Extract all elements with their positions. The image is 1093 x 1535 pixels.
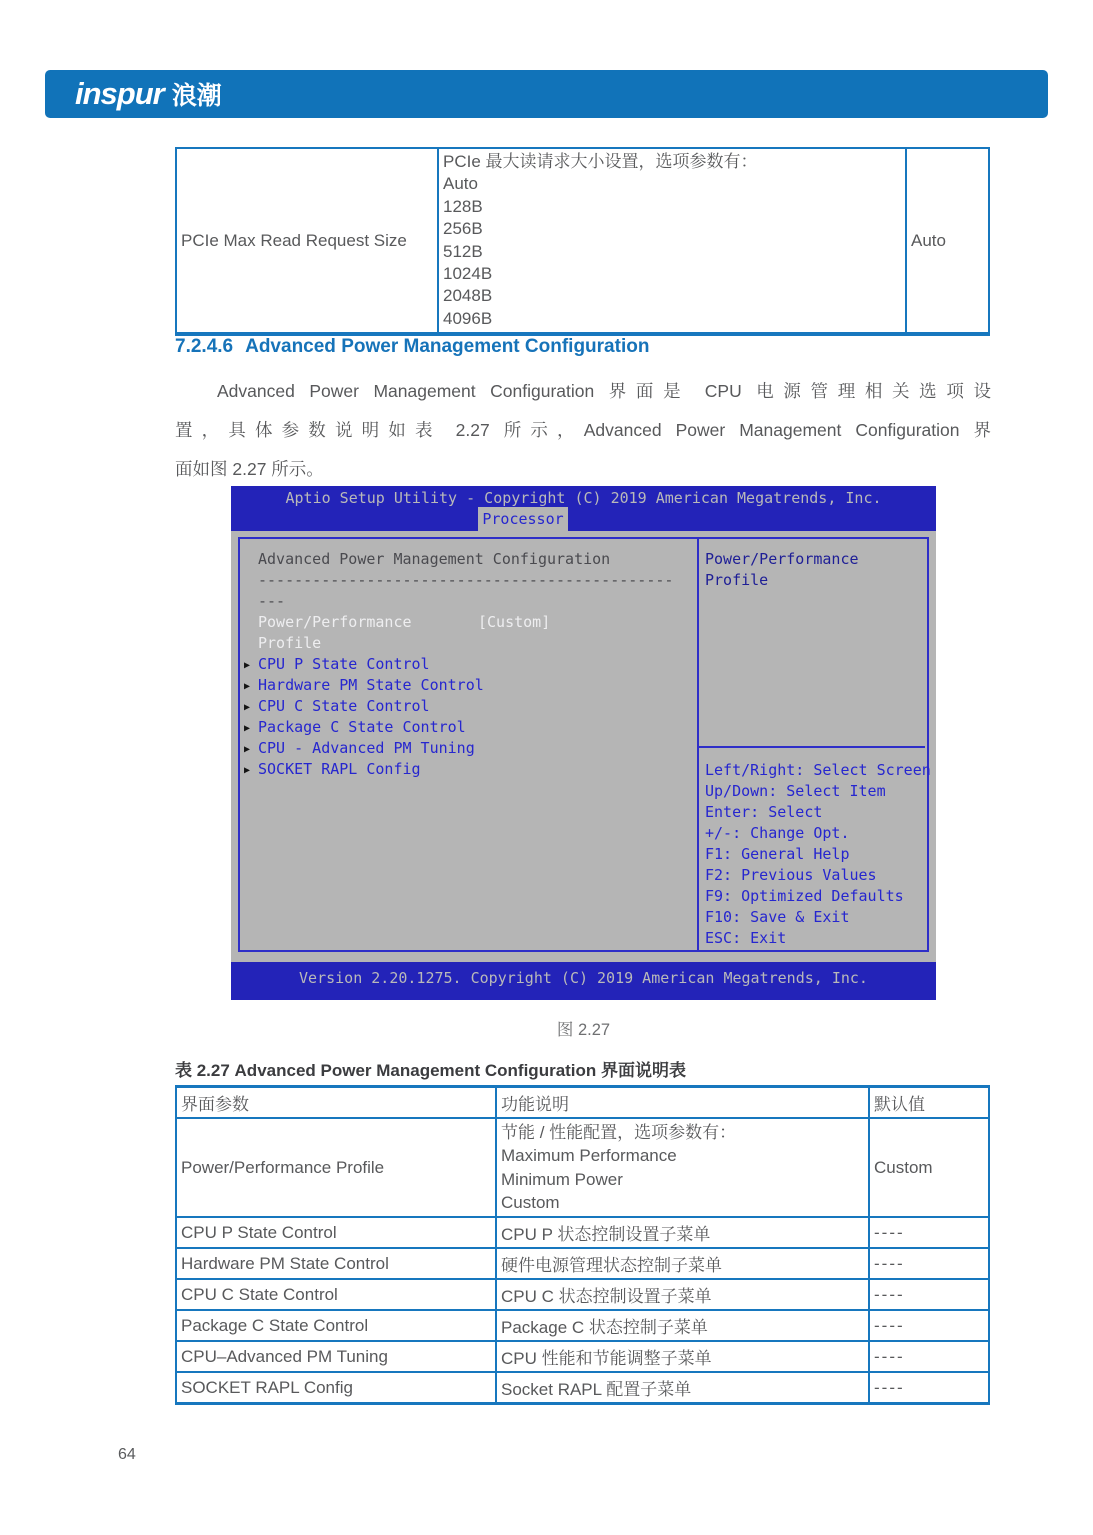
bios-panel-divider: [697, 539, 699, 950]
page-number: 64: [118, 1446, 136, 1463]
description-cell: CPU C 状态控制设置子菜单: [496, 1279, 869, 1310]
param-cell: SOCKET RAPL Config: [176, 1372, 496, 1404]
desc-line: PCIe 最大读请求大小设置，选项参数有：: [443, 152, 758, 171]
desc-line: Maximum Performance: [501, 1146, 677, 1166]
column-header: 功能说明: [496, 1087, 869, 1119]
body-paragraph: [175, 372, 991, 489]
bios-key-hint: F10: Save & Exit: [705, 908, 850, 926]
default-value-cell: Custom: [869, 1118, 989, 1217]
description-cell: CPU 性能和节能调整子菜单: [496, 1341, 869, 1372]
section-heading: [175, 336, 649, 358]
bios-key-hint: Enter: Select: [705, 803, 823, 821]
submenu-arrow-icon: ▶: [244, 723, 251, 734]
desc-line: 1024B: [443, 264, 493, 284]
desc-line: Auto: [443, 174, 478, 194]
column-header: 默认值: [869, 1087, 989, 1119]
submenu-arrow-icon: ▶: [244, 660, 251, 671]
bios-help-column: [699, 549, 927, 591]
bios-menu-item: [240, 717, 697, 738]
bios-menu-item-label: CPU C State Control: [258, 697, 430, 715]
figure-caption: 图 2.27: [556, 1021, 611, 1039]
submenu-arrow-icon: ▶: [244, 702, 251, 713]
inspur-header-bar: [45, 70, 1048, 118]
param-cell: Hardware PM State Control: [176, 1248, 496, 1279]
description-cell: Socket RAPL 配置子菜单: [496, 1372, 869, 1404]
bios-key-hints: [705, 760, 931, 949]
bios-menu-item-label: CPU - Advanced PM Tuning: [258, 739, 475, 757]
bios-option-value: [Custom]: [478, 613, 551, 631]
description-cell: [496, 1118, 869, 1217]
submenu-arrow-icon: ▶: [244, 681, 251, 692]
table-header-row: [176, 1087, 989, 1119]
default-value-cell: ----: [869, 1310, 989, 1341]
bios-version-bar: Version 2.20.1275. Copyright (C) 2019 American Megatrends, Inc.: [299, 969, 868, 987]
bios-menu-item: [240, 675, 697, 696]
description-cell: [438, 148, 906, 334]
bios-menu-item: [240, 759, 697, 780]
default-value-cell: ----: [869, 1279, 989, 1310]
bios-key-hint: ESC: Exit: [705, 929, 787, 947]
desc-line: Minimum Power: [501, 1169, 623, 1189]
table-row: [176, 1217, 989, 1248]
desc-line: 512B: [443, 241, 483, 261]
submenu-arrow-icon: ▶: [244, 744, 251, 755]
param-cell: CPU–Advanced PM Tuning: [176, 1341, 496, 1372]
bios-key-hint: F2: Previous Values: [705, 866, 877, 884]
desc-line: Custom: [501, 1192, 560, 1212]
table-row: [176, 1279, 989, 1310]
table-row: [176, 1118, 989, 1217]
section-title: Advanced Power Management Configuration: [245, 336, 650, 357]
default-value-cell: ----: [869, 1248, 989, 1279]
inspur-logo-cjk: 浪潮: [171, 82, 222, 110]
bios-selected-option-line2: Profile: [258, 634, 322, 652]
inspur-logo-latin: inspur: [75, 76, 164, 111]
bios-separator-line: ----------------------------------------------: [258, 571, 674, 589]
default-value-cell: ----: [869, 1341, 989, 1372]
desc-line: 节能 / 性能配置，选项参数有：: [501, 1123, 737, 1142]
desc-line: 128B: [443, 196, 483, 216]
bios-option-label: Power/Performance: [258, 613, 412, 631]
param-cell: Package C State Control: [176, 1310, 496, 1341]
paragraph-line: 置，具体参数说明如表 2.27 所示，Advanced Power Management Configuration 界: [175, 420, 991, 440]
bios-menu-item-label: SOCKET RAPL Config: [258, 760, 421, 778]
table-row: [176, 148, 989, 334]
bios-menu-item-label: Package C State Control: [258, 718, 466, 736]
bios-help-text: Power/Performance Profile: [705, 550, 859, 589]
bios-key-hint: +/-: Change Opt.: [705, 824, 850, 842]
param-cell: PCIe Max Read Request Size: [176, 148, 438, 334]
table-row: [176, 1372, 989, 1404]
inspur-logo: [75, 76, 222, 112]
bios-panel-title: Advanced Power Management Configuration: [258, 550, 611, 568]
apm-description-table: [175, 1085, 990, 1405]
default-value-cell: Auto: [906, 148, 989, 334]
bios-separator-line: ---: [258, 592, 286, 610]
table-row: [176, 1310, 989, 1341]
description-cell: Package C 状态控制子菜单: [496, 1310, 869, 1341]
bios-screenshot: [231, 486, 936, 1000]
bios-tab-processor: Processor: [478, 507, 568, 531]
submenu-arrow-icon: ▶: [244, 765, 251, 776]
desc-line: 2048B: [443, 286, 493, 306]
bios-key-hint: Up/Down: Select Item: [705, 782, 886, 800]
bios-menu-item-label: CPU P State Control: [258, 655, 430, 673]
default-value-cell: ----: [869, 1372, 989, 1404]
desc-line: 256B: [443, 219, 483, 239]
paragraph-line: Advanced Power Management Configuration 界面是 CPU 电源管理相关选项设: [217, 381, 991, 401]
bios-menu-item: [240, 696, 697, 717]
bios-selected-option: [240, 612, 697, 633]
bios-main-panel: [238, 537, 929, 952]
bios-menu-item: [240, 654, 697, 675]
default-value-cell: ----: [869, 1217, 989, 1248]
bios-menu-item: [240, 738, 697, 759]
bios-key-hint: F1: General Help: [705, 845, 850, 863]
table-row: [176, 1341, 989, 1372]
table-row: [176, 1248, 989, 1279]
param-cell: CPU P State Control: [176, 1217, 496, 1248]
section-number: 7.2.4.6: [175, 336, 234, 357]
description-cell: CPU P 状态控制设置子菜单: [496, 1217, 869, 1248]
param-cell: Power/Performance Profile: [176, 1118, 496, 1217]
table-caption: 表 2.27 Advanced Power Management Configuration 界面说明表: [175, 1061, 687, 1080]
pcie-max-read-table: [175, 147, 990, 336]
param-cell: CPU C State Control: [176, 1279, 496, 1310]
paragraph-line: 面如图 2.27 所示。: [175, 459, 324, 479]
bios-help-divider: [699, 746, 925, 748]
column-header: 界面参数: [176, 1087, 496, 1119]
bios-key-hint: F9: Optimized Defaults: [705, 887, 904, 905]
description-cell: 硬件电源管理状态控制子菜单: [496, 1248, 869, 1279]
desc-line: 4096B: [443, 308, 493, 328]
bios-key-hint: Left/Right: Select Screen: [705, 761, 931, 779]
bios-title-bar: Aptio Setup Utility - Copyright (C) 2019 American Megatrends, Inc.: [285, 489, 882, 507]
bios-left-column: [240, 549, 697, 780]
bios-menu-item-label: Hardware PM State Control: [258, 676, 484, 694]
bios-screen-area: [231, 531, 936, 962]
